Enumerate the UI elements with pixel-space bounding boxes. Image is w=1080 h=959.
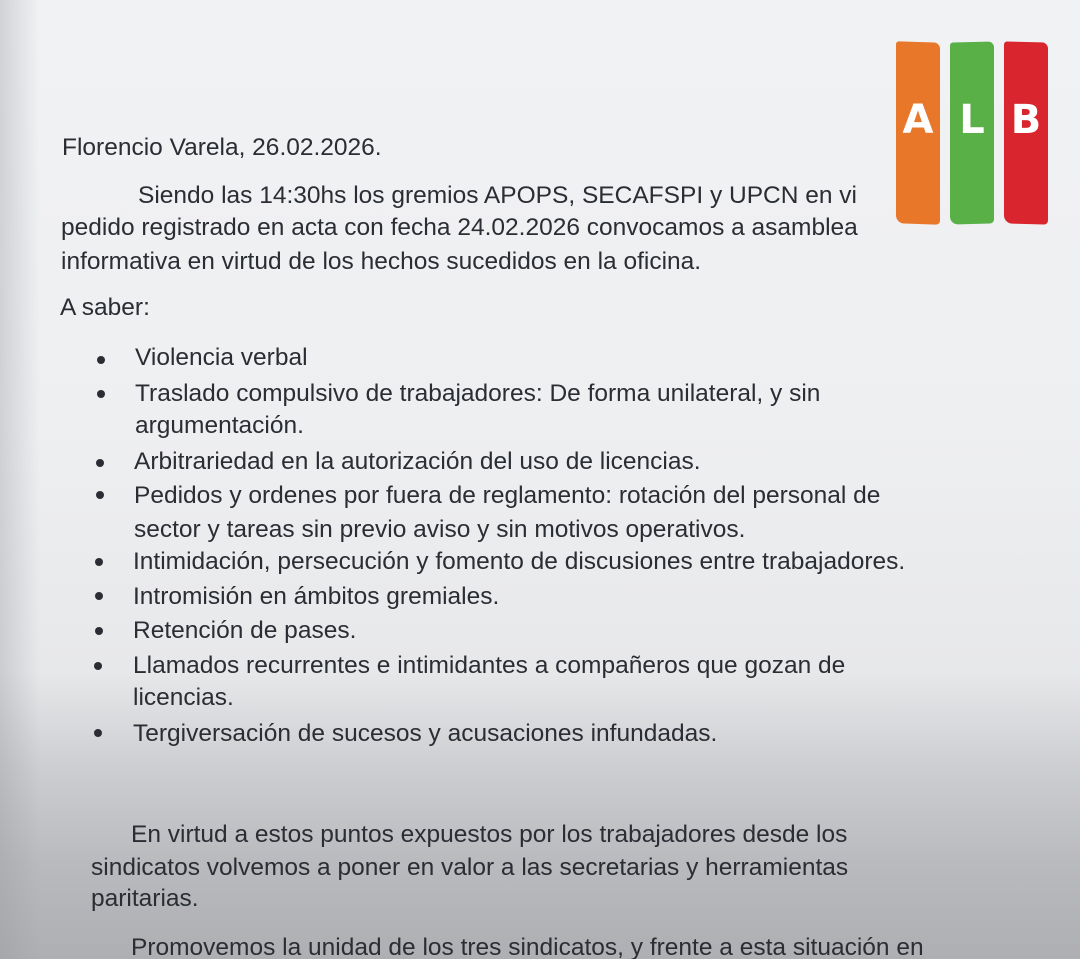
list-item: Intimidación, persecución y fomento de discusiones entre trabajadores. <box>133 548 906 575</box>
list-item: Pedidos y ordenes por fuera de reglamento: rotación del personal de <box>134 482 881 509</box>
list-item: Intromisión en ámbitos gremiales. <box>133 583 500 610</box>
list-item: Traslado compulsivo de trabajadores: De forma unilateral, y sin <box>135 380 821 407</box>
list-item: Arbitrariedad en la autorización del uso de licencias. <box>134 448 701 475</box>
page-edge-shadow <box>0 0 40 959</box>
list-item: Violencia verbal <box>135 344 308 371</box>
bullet-marker <box>96 491 104 499</box>
logo-letter-l: L <box>959 97 985 143</box>
intro-line-1: Siendo las 14:30hs los gremios APOPS, SECAFSPI y UPCN en vi <box>138 182 857 209</box>
list-item-continuation: argumentación. <box>135 412 304 439</box>
alb-logo <box>896 42 1046 228</box>
bullet-marker <box>94 662 102 670</box>
list-intro: A saber: <box>60 294 150 321</box>
list-item: Tergiversación de sucesos y acusaciones infundadas. <box>133 720 718 747</box>
list-item-continuation: sector y tareas sin previo aviso y sin motivos operativos. <box>134 516 746 543</box>
final-partial-line: Promovemos la unidad de los tres sindicatos, y frente a esta situación en <box>131 934 924 959</box>
list-item: Retención de pases. <box>133 617 357 644</box>
bullet-marker <box>97 390 105 398</box>
bullet-marker <box>95 558 103 566</box>
logo-letter-a: A <box>902 97 934 143</box>
list-item-continuation: licencias. <box>133 684 234 711</box>
bullet-marker <box>95 592 103 600</box>
closing-line-3: paritarias. <box>91 885 199 912</box>
bullet-marker <box>97 356 105 364</box>
place-date: Florencio Varela, 26.02.2026. <box>62 134 382 161</box>
closing-line-2: sindicatos volvemos a poner en valor a las secretarias y herramientas <box>91 854 849 881</box>
closing-line-1: En virtud a estos puntos expuestos por los trabajadores desde los <box>131 821 848 848</box>
intro-line-3: informativa en virtud de los hechos sucedidos en la oficina. <box>61 248 702 275</box>
intro-line-2: pedido registrado en acta con fecha 24.02.2026 convocamos a asamblea <box>61 214 858 241</box>
list-item: Llamados recurrentes e intimidantes a compañeros que gozan de <box>133 652 846 679</box>
bullet-marker <box>96 459 104 467</box>
bullet-marker <box>94 729 102 737</box>
bullet-marker <box>95 627 103 635</box>
logo-letter-b: B <box>1010 97 1042 143</box>
